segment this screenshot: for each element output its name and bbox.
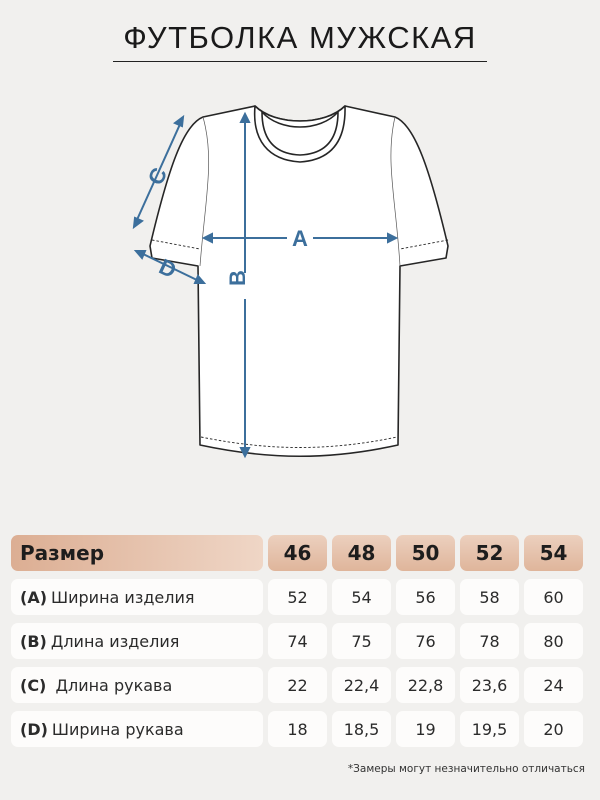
row-code: (D): [20, 719, 48, 739]
table-cell: 20: [524, 711, 583, 747]
table-cell: 74: [268, 623, 327, 659]
size-table-header: [11, 535, 591, 571]
dimension-b-label: B: [225, 270, 250, 286]
row-label-text: Ширина рукава: [51, 719, 184, 739]
table-cell: 22: [268, 667, 327, 703]
size-header-label: Размер: [11, 535, 263, 571]
table-cell: 75: [332, 623, 391, 659]
row-label-text: Ширина изделия: [51, 587, 195, 607]
size-header-48: 48: [332, 535, 391, 571]
row-code: (C): [20, 675, 47, 695]
table-cell: 19: [396, 711, 455, 747]
table-row-length: [11, 623, 591, 659]
table-cell: 54: [332, 579, 391, 615]
row-label: [11, 711, 263, 747]
size-header-54: 54: [524, 535, 583, 571]
table-cell: 56: [396, 579, 455, 615]
row-code: (A): [20, 587, 48, 607]
table-cell: 76: [396, 623, 455, 659]
table-row-width: [11, 579, 591, 615]
row-label: [11, 667, 263, 703]
table-cell: 19,5: [460, 711, 519, 747]
size-header-50: 50: [396, 535, 455, 571]
measurement-note: *Замеры могут незначительно отличаться: [347, 763, 585, 775]
row-label-text: Длина рукава: [50, 675, 173, 695]
row-code: (B): [20, 631, 47, 651]
table-row-sleeve-width: [11, 711, 591, 747]
table-cell: 22,8: [396, 667, 455, 703]
table-cell: 18: [268, 711, 327, 747]
page-title: ФУТБОЛКА МУЖСКАЯ: [123, 20, 477, 55]
table-cell: 52: [268, 579, 327, 615]
table-row-sleeve-length: [11, 667, 591, 703]
row-label: [11, 579, 263, 615]
table-cell: 18,5: [332, 711, 391, 747]
table-cell: 78: [460, 623, 519, 659]
table-cell: 80: [524, 623, 583, 659]
dimension-d-label: D: [155, 253, 181, 284]
table-cell: 60: [524, 579, 583, 615]
table-cell: 22,4: [332, 667, 391, 703]
table-cell: 58: [460, 579, 519, 615]
dimension-c-label: C: [142, 163, 173, 189]
table-cell: 24: [524, 667, 583, 703]
dimension-a-label: A: [292, 226, 308, 251]
size-table: [11, 535, 591, 755]
row-label-text: Длина изделия: [50, 631, 180, 651]
size-header-46: 46: [268, 535, 327, 571]
row-label: [11, 623, 263, 659]
table-cell: 23,6: [460, 667, 519, 703]
size-header-52: 52: [460, 535, 519, 571]
